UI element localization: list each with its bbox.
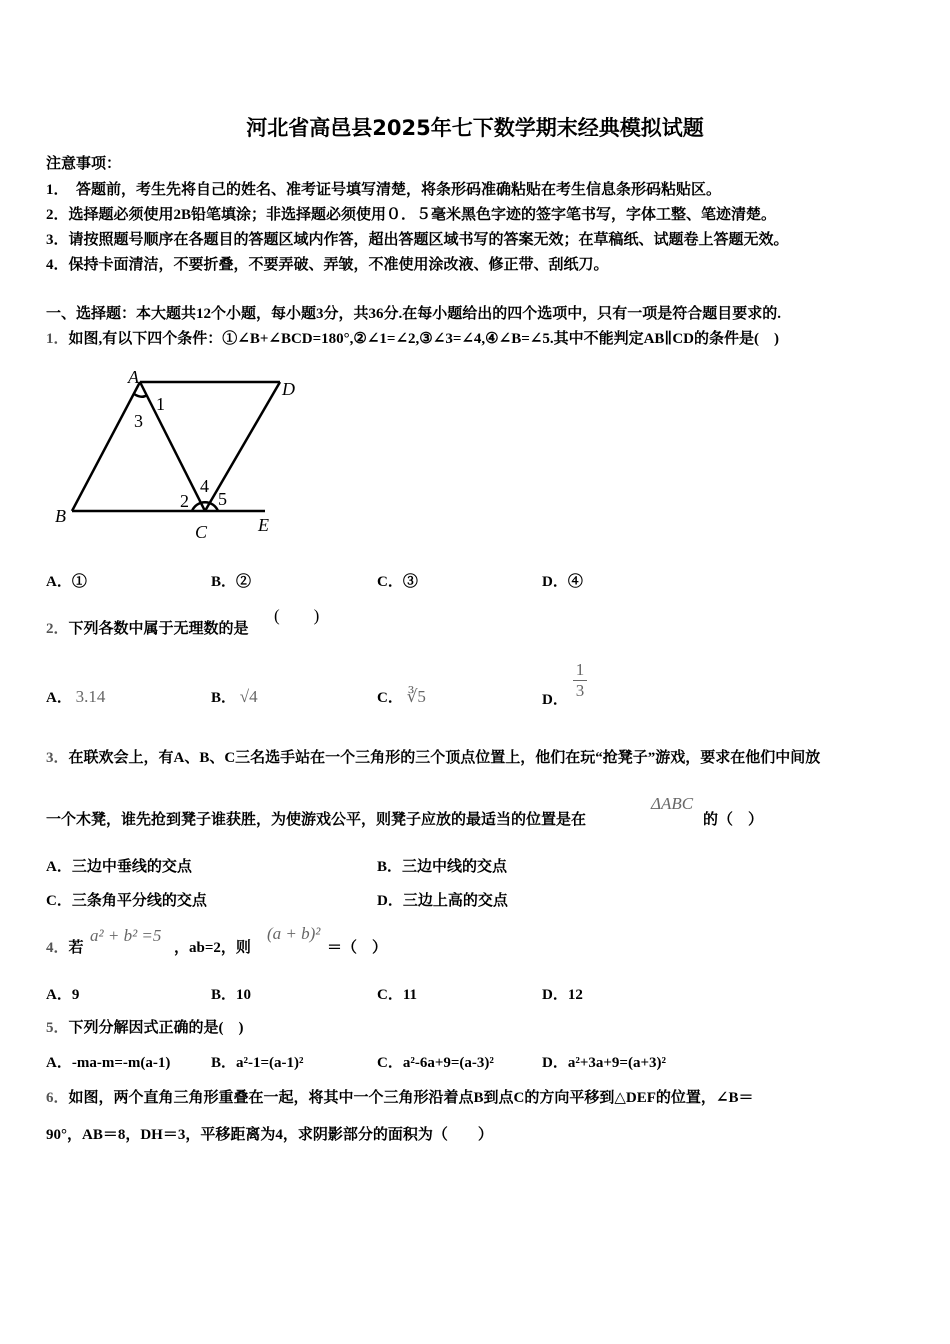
label-angle-5: 5 [218,489,227,509]
option-c[interactable]: C．三条角平分线的交点 [46,893,207,909]
question-6 [46,1086,753,1107]
option-b[interactable]: B．三边中线的交点 [377,859,508,875]
option-c[interactable]: C．a²-6a+9=(a-3)² [377,1055,494,1071]
line-AB [72,382,140,511]
label-C: C [195,522,208,542]
option-math: 3.14 [75,687,106,706]
notice-item: 1． 答题前，考生先将自己的姓名、准考证号填写清楚，将条形码准确粘贴在考生信息条形码粘贴区。 [46,182,722,198]
option-d[interactable]: D． [542,692,568,708]
option-c[interactable] [377,686,426,707]
label-angle-3: 3 [134,411,143,431]
fraction-numerator: 1 [575,660,585,679]
question-text: 在联欢会上，有A、B、C三名选手站在一个三角形的三个顶点位置上，他们在玩“抢凳子”游戏，要求在他们中间放 [68,750,821,766]
question-text: ＝（ ） [327,940,388,956]
question-text: 的（ ） [703,812,764,828]
option-a[interactable]: A．① [46,574,87,590]
option-a[interactable] [46,686,105,707]
question-number: 4． [46,940,69,956]
option-label: C． [377,690,403,706]
line-DC [205,382,280,511]
option-b[interactable] [211,686,258,707]
fraction-denominator: 3 [573,680,587,701]
question-number: 2． [46,621,69,637]
option-label: B． [211,690,237,706]
question-text: 一个木凳，谁先抢到凳子谁获胜，为使游戏公平，则凳子应放的最适当的位置是在 [46,812,587,828]
option-d[interactable]: D．三边上高的交点 [377,893,508,909]
label-A: A [128,367,139,387]
option-a[interactable]: A．9 [46,987,80,1003]
question-number: 5． [46,1020,69,1036]
question-3-cont [46,808,586,829]
question-number: 1． [46,331,69,347]
question-text: 若 [68,940,84,956]
page-title: 河北省高邑县2025年七下数学期末经典模拟试题 [246,116,704,140]
notice-item: 3．请按照题号顺序在各题目的答题区域内作答，超出答题区域书写的答案无效；在草稿纸、试题卷上答题无效。 [46,232,789,248]
math-expression: a² + b² =5 [90,926,162,945]
math-expression: (a + b)² [267,924,321,943]
option-math: ∛5 [406,687,426,706]
question-number: 6． [46,1090,69,1106]
notice-heading: 注意事项： [46,156,122,172]
question-text: 如图,有以下四个条件：①∠B+∠BCD=180°,②∠1=∠2,③∠3=∠4,④∠B=∠5.其中不能判定AB∥CD的条件是( ) [68,331,780,347]
label-E: E [258,515,269,535]
option-a[interactable]: A．三边中垂线的交点 [46,859,192,875]
option-b[interactable]: B．② [211,574,252,590]
option-b[interactable]: B．a²-1=(a-1)² [211,1055,304,1071]
option-a[interactable]: A．-ma-m=-m(a-1) [46,1055,171,1071]
option-d[interactable]: D．12 [542,987,583,1003]
label-angle-4: 4 [200,476,209,496]
label-angle-1: 1 [156,394,165,414]
option-label: A． [46,690,72,706]
line-AC [140,382,205,511]
question-number: 3． [46,750,69,766]
question-text: 如图，两个直角三角形重叠在一起，将其中一个三角形沿着点B到点C的方向平移到△DEF的位置，∠B＝ [68,1090,754,1106]
option-c[interactable]: C．③ [377,574,418,590]
label-D: D [282,379,295,399]
question-3 [46,746,820,767]
question-1 [46,327,779,348]
notice-item: 4．保持卡面清洁，不要折叠，不要弄破、弄皱，不准使用涂改液、修正带、刮纸刀。 [46,257,609,273]
section-heading: 一、选择题：本大题共12个小题，每小题3分，共36分.在每小题给出的四个选项中，只有一项是符合题目要求的. [46,306,782,322]
notice-item: 2．选择题必须使用2B铅笔填涂；非选择题必须使用０．５毫米黑色字迹的签字笔书写，字体工整、笔迹清楚。 [46,207,777,223]
math-triangle: ΔABC [651,794,694,813]
question-2 [46,617,249,638]
question-6-cont: 90°，AB＝8，DH＝3，平移距离为4，求阴影部分的面积为（ ） [46,1127,493,1143]
label-angle-2: 2 [180,491,189,511]
option-d[interactable]: D．a²+3a+9=(a+3)² [542,1055,667,1071]
question-text: ，ab=2，则 [174,940,251,956]
question-5 [46,1016,244,1037]
question-4 [46,936,84,957]
option-c[interactable]: C．11 [377,987,418,1003]
option-math: √4 [239,687,258,706]
label-B: B [55,506,66,526]
option-b[interactable]: B．10 [211,987,252,1003]
fraction [573,660,587,701]
option-d[interactable]: D．④ [542,574,583,590]
question-text: 下列各数中属于无理数的是 [68,621,249,637]
answer-paren: ( ) [274,606,320,625]
geometry-figure [50,365,310,545]
question-text: 下列分解因式正确的是( ) [68,1020,244,1036]
